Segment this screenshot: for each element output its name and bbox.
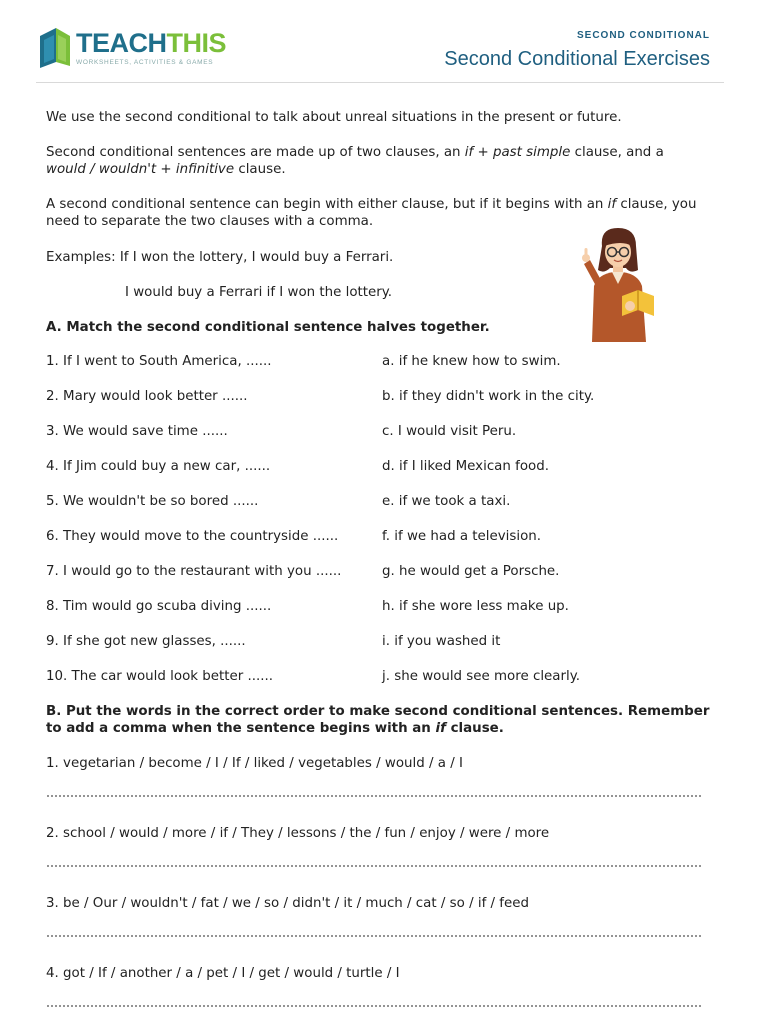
sentence-end: b. if they didn't work in the city. <box>382 389 595 404</box>
sentence-end: f. if we had a television. <box>382 529 542 544</box>
sentence-start: 9. If she got new glasses, ...... <box>46 634 246 649</box>
sentence-start: 4. If Jim could buy a new car, ...... <box>46 459 271 474</box>
word-order-item: 4. got / If / another / a / pet / I / get / would / turtle / I <box>46 966 400 981</box>
answer-line[interactable] <box>46 792 703 800</box>
header-divider <box>36 82 724 83</box>
sentence-end: e. if we took a taxi. <box>382 494 511 509</box>
sentence-start: 1. If I went to South America, ...... <box>46 354 272 369</box>
sentence-start: 6. They would move to the countryside ...... <box>46 529 339 544</box>
answer-line[interactable] <box>46 932 703 940</box>
example-2: I would buy a Ferrari if I won the lottery. <box>125 285 393 300</box>
logo-wordmark: TEACHTHIS <box>76 28 227 58</box>
example-1: Examples: If I won the lottery, I would buy a Ferrari. <box>46 250 394 265</box>
answer-line[interactable] <box>46 1002 703 1010</box>
sentence-start: 2. Mary would look better ...... <box>46 389 248 404</box>
match-row <box>46 564 706 582</box>
intro-paragraph-3: A second conditional sentence can begin with either clause, but if it begins with an if clause, you need to separate the two clauses with a comma. <box>46 197 697 229</box>
sentence-end: g. he would get a Porsche. <box>382 564 560 579</box>
match-row <box>46 459 706 477</box>
sentence-start: 5. We wouldn't be so bored ...... <box>46 494 259 509</box>
sentence-end: c. I would visit Peru. <box>382 424 517 439</box>
sentence-start: 7. I would go to the restaurant with you ...... <box>46 564 342 579</box>
logo-tagline: WORKSHEETS, ACTIVITIES & GAMES <box>76 59 214 66</box>
match-row <box>46 494 706 512</box>
sentence-end: h. if she wore less make up. <box>382 599 569 614</box>
word-order-item: 3. be / Our / wouldn't / fat / we / so / didn't / it / much / cat / so / if / feed <box>46 896 529 911</box>
sentence-end: d. if I liked Mexican food. <box>382 459 549 474</box>
word-order-item: 2. school / would / more / if / They / lessons / the / fun / enjoy / were / more <box>46 826 550 841</box>
word-order-item: 1. vegetarian / become / I / If / liked / vegetables / would / a / I <box>46 756 463 771</box>
topic-kicker: SECOND CONDITIONAL <box>577 30 710 41</box>
section-a-heading: A. Match the second conditional sentence halves together. <box>46 320 490 335</box>
section-b-heading: B. Put the words in the correct order to make second conditional sentences. Remember to add a comma when the sentence begins with an if clause. <box>46 704 710 736</box>
sentence-end: i. if you washed it <box>382 634 501 649</box>
sentence-end: j. she would see more clearly. <box>382 669 580 684</box>
match-row <box>46 354 706 372</box>
sentence-start: 3. We would save time ...... <box>46 424 228 439</box>
answer-line[interactable] <box>46 862 703 870</box>
match-row <box>46 424 706 442</box>
book-logo-icon <box>36 26 72 70</box>
match-row <box>46 634 706 652</box>
match-row <box>46 669 706 687</box>
match-row <box>46 599 706 617</box>
teachthis-logo[interactable] <box>36 26 226 72</box>
page-title: Second Conditional Exercises <box>444 48 710 70</box>
match-row <box>46 389 706 407</box>
intro-paragraph-2: Second conditional sentences are made up of two clauses, an if + past simple clause, and a would / wouldn't + infinitive clause. <box>46 145 664 177</box>
match-row <box>46 529 706 547</box>
intro-paragraph-1: We use the second conditional to talk about unreal situations in the present or future. <box>46 110 622 125</box>
sentence-start: 8. Tim would go scuba diving ...... <box>46 599 272 614</box>
sentence-end: a. if he knew how to swim. <box>382 354 561 369</box>
sentence-start: 10. The car would look better ...... <box>46 669 274 684</box>
